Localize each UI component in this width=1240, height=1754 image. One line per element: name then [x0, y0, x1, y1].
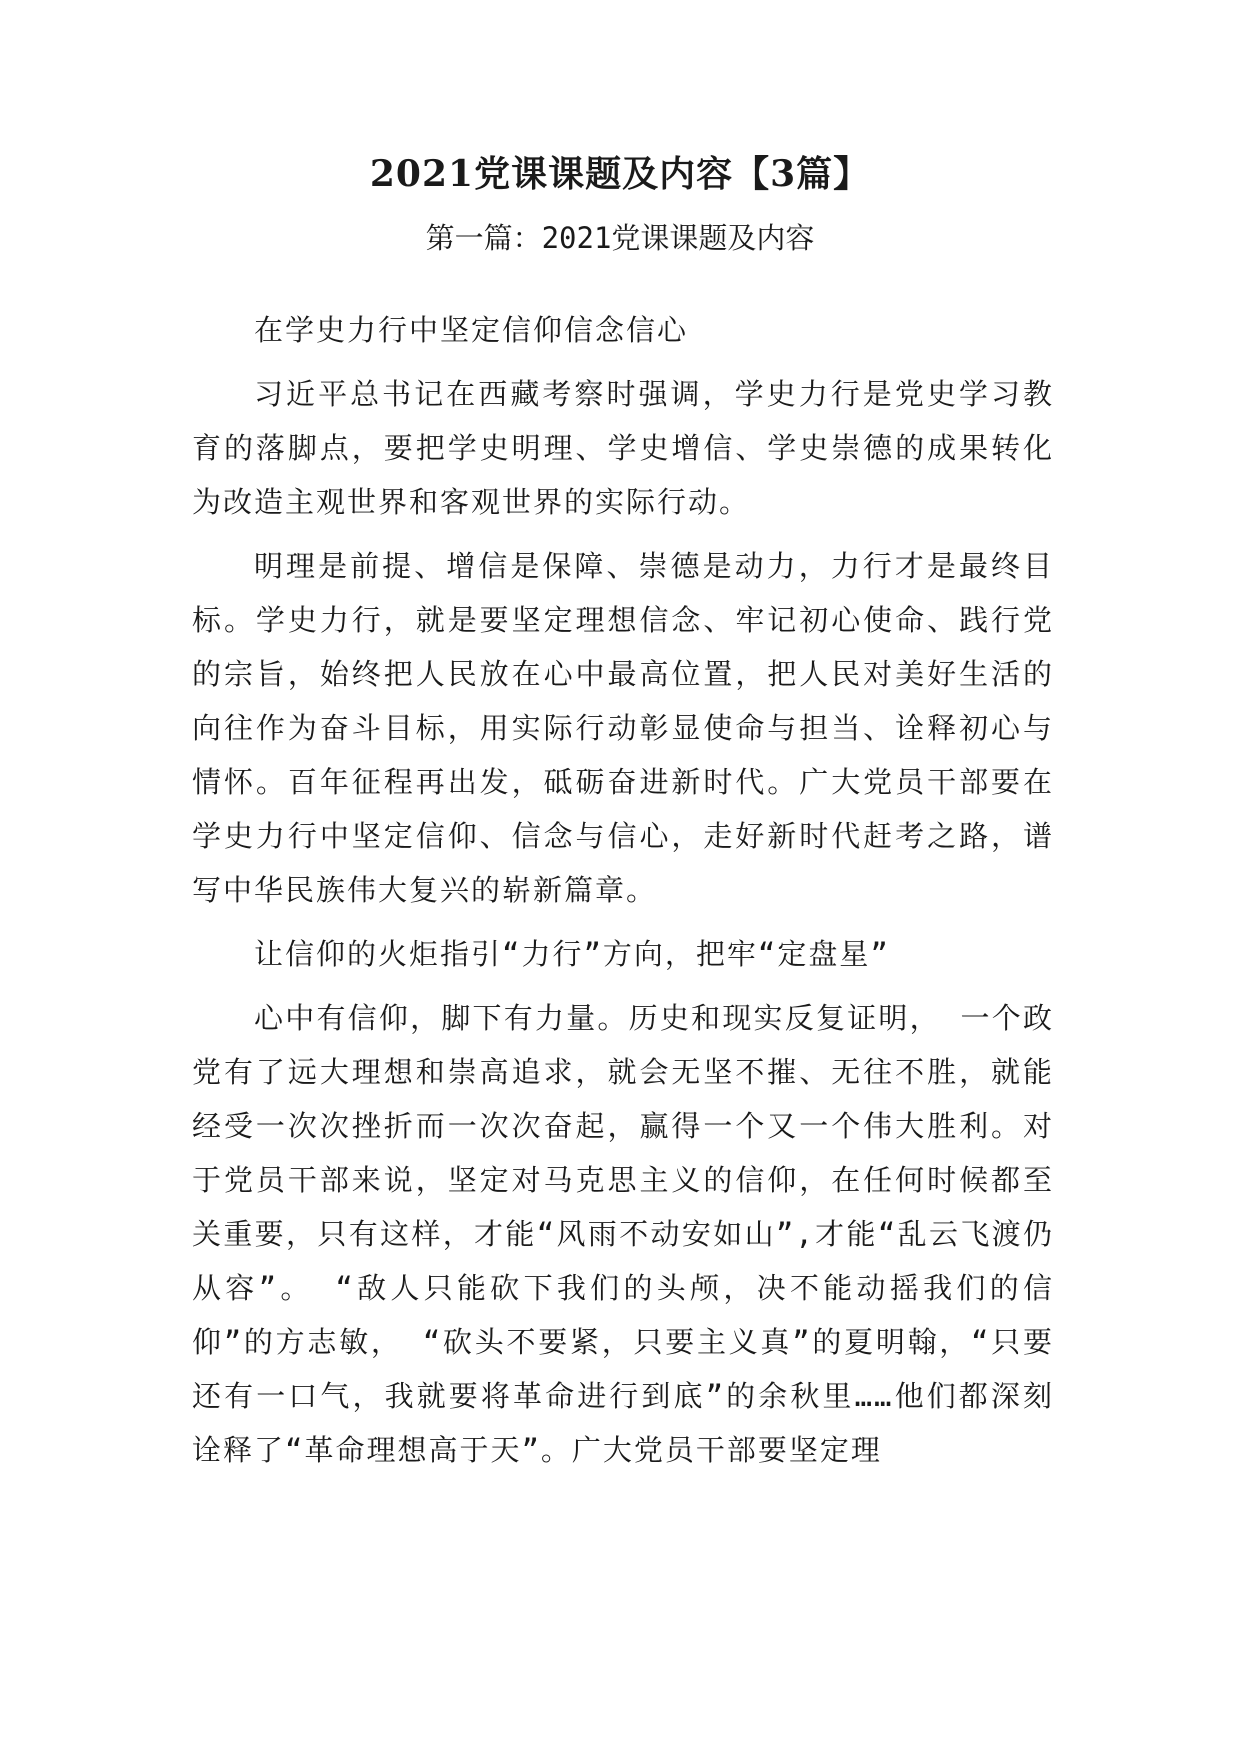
document-body — [192, 303, 1054, 1487]
paragraph: 心中有信仰，脚下有力量。历史和现实反复证明， 一个政党有了远大理想和崇高追求，就会无坚不摧、无往不胜，就能经受一次次挫折而一次次奋起，赢得一个又一个伟大胜利。对于党员干部来说，坚定对马克思主义的信仰，在任何时候都至关重要，只有这样，才能“风雨不动安如山”,才能“乱云飞渡仍从容”。 “敌人只能砍下我们的头颅，决不能动摇我们的信仰”的方志敏， “砍头不要紧，只要主义真”的夏明翰，“只要还有一口气，我就要将革命进行到底”的余秋里……他们都深刻诠释了“革命理想高于天”。广大党员干部要坚定理 — [192, 1001, 1054, 1467]
section-heading: 在学史力行中坚定信仰信念信心 — [254, 313, 689, 347]
document-subtitle: 第一篇：2021党课课题及内容 — [425, 221, 815, 255]
document-title: 2021党课课题及内容【3篇】 — [369, 153, 871, 195]
paragraph: 明理是前提、增信是保障、崇德是动力，力行才是最终目标。学史力行，就是要坚定理想信念、牢记初心使命、践行党的宗旨，始终把人民放在心中最高位置，把人民对美好生活的向往作为奋斗目标，用实际行动彰显使命与担当、诠释初心与情怀。百年征程再出发，砥砺奋进新时代。广大党员干部要在学史力行中坚定信仰、信念与信心，走好新时代赶考之路，谱写中华民族伟大复兴的崭新篇章。 — [192, 549, 1054, 907]
section-heading: 让信仰的火炬指引“力行”方向，把牢“定盘星” — [254, 937, 890, 971]
paragraph: 习近平总书记在西藏考察时强调，学史力行是党史学习教育的落脚点，要把学史明理、学史增信、学史崇德的成果转化为改造主观世界和客观世界的实际行动。 — [192, 377, 1054, 519]
